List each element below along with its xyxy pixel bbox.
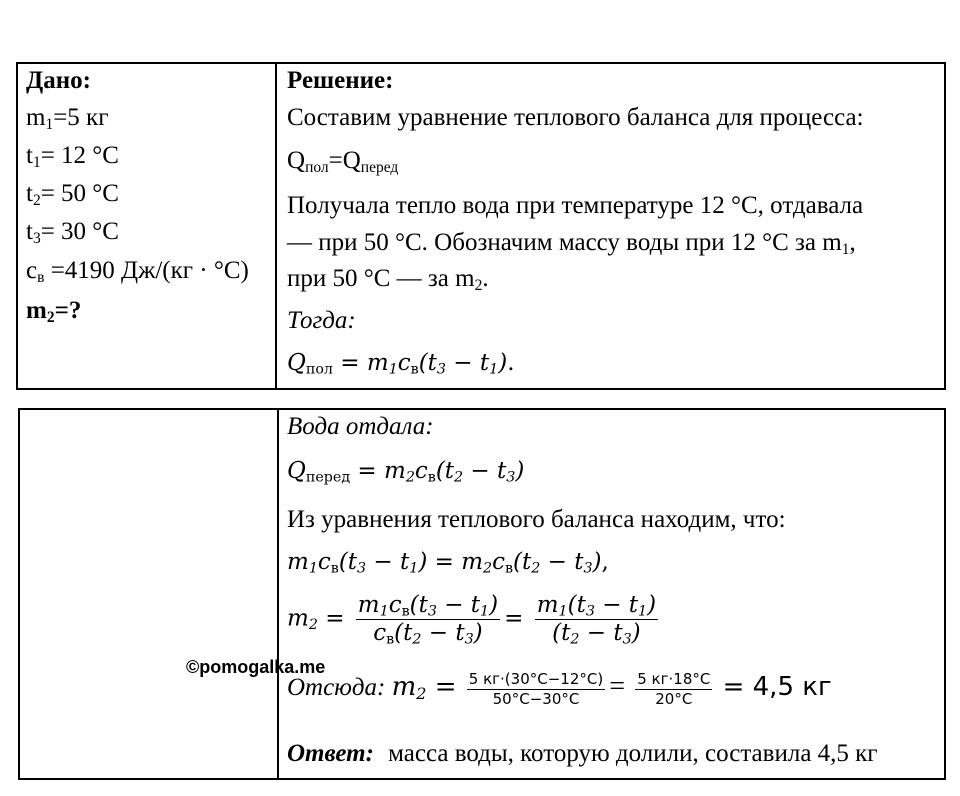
answer-label: Ответ:: [287, 740, 374, 767]
given-heading: Дано:: [26, 67, 91, 94]
equation-q-received: $Q_{пол} = m_1c_в(t_3 - t_1)$.: [287, 350, 515, 378]
column-divider: [277, 410, 279, 778]
calc-fraction-2: $\frac{5 кг\cdot 18^\circ C}{20^\circ C}$: [637, 670, 711, 708]
calc-result: = 4,5 кг: [722, 672, 832, 703]
answer-line: [287, 741, 878, 766]
fraction-1: $\frac{m_1c_в(t_3 - t_1)}{c_в(t_2 - t_3)}$: [357, 592, 499, 648]
answer-text: масса воды, которую долили, составила 4,5 кг: [388, 740, 878, 767]
equation-q-given: $Q_{перед} = m_2c_в(t_2 - t_3)$: [287, 458, 525, 486]
hence-label: Отсюда:: [287, 674, 386, 702]
fraction-2: $\frac{m_1(t_3 - t_1)}{(t_2 - t_3)}$: [536, 592, 657, 648]
given-find: $m_2=$?: [26, 297, 82, 326]
equation-m2: $m_2$ = $\frac{m_1c_в(t_3 - t_1)}{c_в(t_2 - t_3)}$ = $\frac{m_1(t_3 - t_1)}{(t_2 - t_3)}$: [287, 592, 657, 648]
given-t1: $t_1= 12$ °C: [26, 142, 119, 171]
given-cv: $c_в =4190$ Дж/(кг · °C): [26, 257, 249, 286]
balance-equation: $Q_{пол}=Q_{перед}$: [287, 147, 399, 176]
given-t2: $t_2= 50$ °C: [26, 180, 119, 209]
equation-equal: $m_1c_в(t_3 - t_1) = m_2c_в(t_2 - t_3)$,: [287, 549, 609, 577]
paragraph-line-3: при 50 °C — за $m_2$.: [287, 265, 489, 294]
water-gave-label: Вода отдала:: [287, 413, 434, 440]
from-balance-text: Из уравнения теплового баланса находим, что:: [287, 506, 786, 533]
column-divider: [275, 64, 277, 388]
paragraph-line-2: — при 50 °C. Обозначим массу воды при 12 °C за $m_1$,: [287, 229, 856, 258]
watermark: ©pomogalka.me: [186, 657, 326, 677]
solution-heading: Решение:: [287, 67, 394, 94]
given-t3: $t_3= 30$ °C: [26, 218, 119, 247]
then-label: Тогда:: [287, 307, 356, 334]
paragraph-line-1: Получала тепло вода при температуре 12 °C, отдавала: [287, 192, 864, 219]
calculation-line: Отсюда: $m_2$ = $\frac{5 кг\cdot(30^\circ C-12^\circ C)}{50^\circ C-30^\circ C}$ = $\frac{5 кг\cdot 18^\circ C}{20^\circ C}$ = 4,5 кг: [287, 670, 832, 708]
solution-intro: Составим уравнение теплового баланса для процесса:: [287, 104, 864, 131]
given-m1: $m_1=5$ кг: [26, 104, 109, 133]
calc-fraction-1: $\frac{5 кг\cdot(30^\circ C-12^\circ C)}{50^\circ C-30^\circ C}$: [468, 670, 604, 708]
